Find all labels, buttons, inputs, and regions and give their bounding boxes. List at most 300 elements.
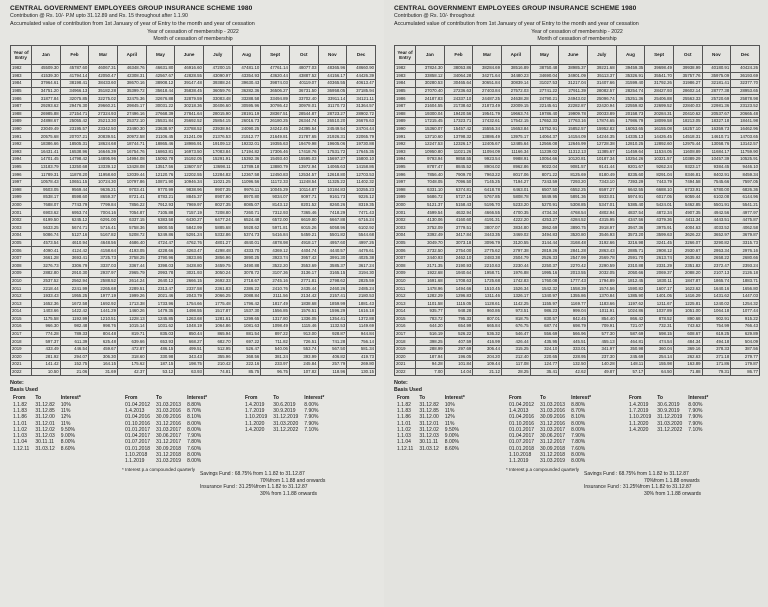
value-cell: 32377.70 (731, 80, 760, 88)
value-cell: 5374.73 (232, 232, 261, 240)
table-row (395, 194, 760, 202)
column-header-month: April (117, 46, 146, 65)
entry-year-cell: 1991 (11, 133, 32, 141)
entry-year-cell: 2002 (395, 216, 416, 224)
value-cell: 398.25 (416, 338, 445, 346)
rate-to: 31.12.03 (419, 433, 439, 440)
table-row (395, 315, 760, 323)
value-cell: 7194.27 (501, 178, 530, 186)
rate-interest: 8.00% (571, 452, 586, 459)
value-cell: 982.48 (60, 323, 89, 331)
value-cell: 7365.46 (289, 209, 318, 217)
value-cell: 42567.67 (146, 72, 175, 80)
value-cell: 474.54 (645, 338, 674, 346)
value-cell: 1656.80 (731, 285, 760, 293)
rate-from: 1.7.2019 (245, 407, 265, 414)
value-cell: 175.62 (117, 361, 146, 369)
entry-year-cell: 2004 (395, 232, 416, 240)
value-cell: 553.74 (289, 345, 318, 353)
entry-year-cell: 2015 (395, 315, 416, 323)
right-sheet (384, 0, 768, 607)
value-cell: 39221.68 (587, 65, 616, 73)
value-cell: 306.30 (89, 353, 118, 361)
value-cell: 17432.61 (473, 118, 502, 126)
month-of-cessation: Month of cessation of membership (153, 36, 233, 42)
value-cell: 28777.38 (702, 87, 731, 95)
entry-year-cell: 2008 (395, 262, 416, 270)
value-cell: 8346.81 (673, 171, 702, 179)
value-cell: 245.69 (616, 353, 645, 361)
rate-to: 31.12.2017 (156, 439, 182, 446)
value-cell: 711.82 (261, 338, 290, 346)
rate-to: 31.03.2019 (156, 458, 182, 465)
value-cell: 1024.86 (616, 308, 645, 316)
value-cell: 4686.40 (117, 239, 146, 247)
value-cell: 1526.34 (501, 285, 530, 293)
value-cell: 878.52 (645, 315, 674, 323)
value-cell: 1859.99 (318, 300, 347, 308)
rate-to: 31.12.82 (35, 401, 55, 408)
table-row (11, 194, 376, 202)
value-cell: 15360.07 (416, 125, 445, 133)
value-cell: 13250.68 (60, 163, 89, 171)
rate-to: 30.6.2019 (273, 401, 296, 408)
value-cell: 48660.90 (347, 65, 376, 73)
value-cell: 288.99 (416, 345, 445, 353)
value-cell: 608.67 (673, 330, 702, 338)
rate-to: 31.12.2019 (273, 414, 299, 421)
rate-row (506, 414, 594, 420)
value-cell: 28191.19 (232, 110, 261, 118)
value-cell: 31792.26 (645, 80, 674, 88)
rate-from: 01.04.2016 (509, 414, 535, 421)
value-cell: 8085.07 (232, 201, 261, 209)
table-row (395, 163, 760, 171)
entry-year-cell: 1997 (395, 178, 416, 186)
value-cell: 416.99 (473, 338, 502, 346)
value-cell: 445.51 (559, 338, 588, 346)
value-cell: 4907.35 (673, 209, 702, 217)
value-cell: 512.95 (203, 345, 232, 353)
entry-year-cell: 1994 (395, 156, 416, 164)
value-cell: 31877.84 (32, 95, 61, 103)
value-cell: 11096.56 (232, 178, 261, 186)
value-cell: 16257.10 (673, 125, 702, 133)
value-cell: 38433.60 (89, 80, 118, 88)
value-cell: 3947.36 (616, 224, 645, 232)
value-cell: 6291.00 (89, 216, 118, 224)
value-cell: 2241.99 (60, 285, 89, 293)
value-cell: 28367.51 (261, 110, 290, 118)
entry-year-cell: 2002 (11, 216, 32, 224)
rate-from: 1.1.83 (397, 407, 411, 414)
value-cell: 4666.55 (473, 209, 502, 217)
value-cell: 4872.34 (645, 209, 674, 217)
value-cell: 21873.49 (473, 102, 502, 110)
value-cell: 7004.16 (89, 209, 118, 217)
rate-interest: 12% (444, 414, 455, 421)
rate-from: 1.1.03 (13, 433, 27, 440)
rate-interest: 7.10% (304, 426, 319, 433)
value-cell: 10255.23 (347, 186, 376, 194)
rate-interest: 7.60% (187, 445, 202, 452)
value-cell: 1282.29 (416, 292, 445, 300)
value-cell: 1192.99 (60, 315, 89, 323)
value-cell: 3073.18 (444, 239, 473, 247)
value-cell: 1976.88 (501, 270, 530, 278)
value-cell: 3693.41 (60, 254, 89, 262)
table-row (11, 368, 376, 376)
value-cell: 8291.04 (645, 171, 674, 179)
value-cell: 220.65 (530, 353, 559, 361)
rate-to: 31.03.2013 (156, 401, 182, 408)
value-cell: 35541.70 (645, 72, 674, 80)
value-cell: 43354.93 (232, 72, 261, 80)
value-cell: 13339.12 (89, 163, 118, 171)
value-cell: 1537.30 (232, 308, 261, 316)
value-cell: 12975.44 (673, 140, 702, 148)
value-cell: 935.77 (416, 308, 445, 316)
value-cell: 6903.62 (32, 209, 61, 217)
value-cell: 804.48 (89, 330, 118, 338)
value-cell: 15457.42 (444, 125, 473, 133)
value-cell: 1081.63 (232, 323, 261, 331)
value-cell: 2569.78 (587, 254, 616, 262)
value-cell: 2337.58 (175, 285, 204, 293)
table-row (11, 80, 376, 88)
rate-to: 31.03.2019 (540, 458, 566, 465)
value-cell: 20575.68 (32, 133, 61, 141)
value-cell: 3890.25 (232, 254, 261, 262)
value-cell: 23938.94 (203, 125, 232, 133)
entry-year-cell: 1997 (11, 178, 32, 186)
basis-label: Basis Used (394, 387, 422, 394)
table-row (395, 110, 760, 118)
value-cell: 4724.47 (146, 239, 175, 247)
value-cell: 38985.37 (559, 65, 588, 73)
value-cell: 4918.17 (289, 239, 318, 247)
rate-interest: 8.80% (187, 401, 202, 408)
value-cell: 4440.57 (318, 247, 347, 255)
value-cell: 14994.08 (117, 156, 146, 164)
value-cell: 566.96 (559, 330, 588, 338)
table-row (395, 171, 760, 179)
value-cell: 117.08 (501, 361, 530, 369)
value-cell: 196.05 (444, 353, 473, 361)
value-cell: 20707.21 (60, 133, 89, 141)
value-cell: 783.72 (416, 315, 445, 323)
value-cell: 10871.90 (146, 178, 175, 186)
value-cell: 435.95 (530, 338, 559, 346)
rate-to: 30.06.2017 (540, 433, 566, 440)
entry-year-cell: 1999 (11, 194, 32, 202)
value-cell: 2126.18 (731, 270, 760, 278)
rate-row (626, 421, 711, 427)
value-cell: 17763.16 (559, 118, 588, 126)
value-cell: 9384.45 (702, 163, 731, 171)
value-cell: 13880.79 (261, 163, 290, 171)
value-cell: 2331.29 (645, 262, 674, 270)
rate-from: 1.1.01 (397, 420, 411, 427)
rate-interest: 9.50% (444, 426, 459, 433)
value-cell: 31599.40 (616, 80, 645, 88)
rate-interest: 7.90% (688, 420, 703, 427)
value-cell: 504.09 (731, 338, 760, 346)
right-value-table (394, 45, 760, 376)
value-cell: 2372.47 (702, 262, 731, 270)
value-cell: 10651.15 (60, 178, 89, 186)
value-cell: 26180.25 (261, 118, 290, 126)
value-cell: 1713.38 (117, 300, 146, 308)
value-cell: 9161.73 (318, 194, 347, 202)
value-cell: 830.57 (530, 315, 559, 323)
value-cell: 3241.45 (645, 239, 674, 247)
value-cell: 1725.68 (473, 277, 502, 285)
rate-from: 1.4.2013 (509, 407, 529, 414)
value-cell: 2526.33 (530, 254, 559, 262)
value-cell: 34966.13 (60, 87, 89, 95)
value-cell: 5842.99 (175, 224, 204, 232)
value-cell: 14798.42 (60, 156, 89, 164)
value-cell: 2547.99 (559, 254, 588, 262)
value-cell: 13183.79 (32, 163, 61, 171)
value-cell: 2180.53 (347, 292, 376, 300)
column-header-month: Nov (702, 46, 731, 65)
value-cell: 39388.24 (203, 80, 232, 88)
value-cell: 8970.80 (232, 194, 261, 202)
sheet-title: CENTRAL GOVERNMENT EMPLOYEES GROUP INSURANCE SCHEME 1980 (394, 5, 637, 12)
value-cell: 31364.57 (347, 102, 376, 110)
value-cell: 14610.71 (702, 133, 731, 141)
table-row (395, 148, 760, 156)
value-cell: 164.15 (89, 361, 118, 369)
note-label: Note: (394, 380, 408, 387)
value-cell: 1115.46 (289, 323, 318, 331)
entry-year-cell: 1998 (395, 186, 416, 194)
value-cell: 3136.17 (289, 270, 318, 278)
value-cell: 16053.65 (616, 125, 645, 133)
value-cell: 3790.96 (146, 254, 175, 262)
rate-from: 1.1.03 (397, 433, 411, 440)
value-cell: 8125.69 (559, 171, 588, 179)
value-cell: 1596.29 (318, 308, 347, 316)
value-cell: 13710.60 (416, 133, 445, 141)
value-cell: 36506.27 (261, 87, 290, 95)
rate-head-interest: Interest* (688, 395, 709, 402)
rate-from: 1.1.86 (13, 414, 27, 421)
value-cell: 14158.86 (347, 163, 376, 171)
value-cell: 973.51 (501, 308, 530, 316)
entry-year-cell: 1982 (11, 65, 32, 73)
value-cell: 611.39 (60, 338, 89, 346)
entry-year-cell: 2020 (395, 353, 416, 361)
table-row (11, 178, 376, 186)
value-cell: 1355.86 (559, 292, 588, 300)
savings-line-2: 70%from 1.1.88 and onwards (260, 477, 326, 484)
value-cell: 1098.49 (261, 323, 290, 331)
value-cell: 419.73 (347, 353, 376, 361)
value-cell: 23123.52 (731, 102, 760, 110)
value-cell: 5716.41 (89, 224, 118, 232)
value-cell: 928.87 (318, 330, 347, 338)
value-cell: 21649.81 (261, 133, 290, 141)
value-cell: 2043.79 (175, 292, 204, 300)
value-cell: 18327.18 (702, 118, 731, 126)
value-cell: 12810.25 (616, 140, 645, 148)
entry-year-cell: 2007 (11, 254, 32, 262)
value-cell: 1263.68 (175, 315, 204, 323)
value-cell: 10525.91 (731, 156, 760, 164)
rate-interest: 10% (444, 401, 455, 408)
value-cell: 171.86 (702, 361, 731, 369)
value-cell: 33494.89 (261, 95, 290, 103)
rate-to: 31.12.00 (419, 414, 439, 421)
entry-year-cell: 1989 (395, 118, 416, 126)
value-cell: 12039.44 (117, 171, 146, 179)
value-cell: 18986.91 (175, 140, 204, 148)
value-cell: 13972.94 (289, 163, 318, 171)
value-cell: 6552.25 (559, 186, 588, 194)
value-cell: 7096.50 (444, 178, 473, 186)
value-cell: 28.25 (501, 368, 530, 376)
value-cell: 21.06 (60, 368, 89, 376)
value-cell: 2410.76 (261, 285, 290, 293)
value-cell: 13607.57 (175, 163, 204, 171)
value-cell: 2021.46 (146, 292, 175, 300)
rate-to: 31.12.2019 (657, 414, 683, 421)
value-cell: 1460.26 (117, 308, 146, 316)
value-cell: 2289.51 (117, 285, 146, 293)
value-cell: 2771.81 (289, 277, 318, 285)
value-cell: 709.91 (587, 323, 616, 331)
value-cell: 4840.01 (232, 239, 261, 247)
entry-year-cell: 1984 (395, 80, 416, 88)
value-cell: 1245.85 (146, 315, 175, 323)
entry-year-cell: 1988 (11, 110, 32, 118)
value-cell: 3276.73 (32, 262, 61, 270)
column-header-month: Aug (616, 46, 645, 65)
value-cell: 187.15 (146, 361, 175, 369)
value-cell: 198.75 (175, 361, 204, 369)
entry-year-cell: 2016 (395, 323, 416, 331)
value-cell: 20665.48 (731, 110, 760, 118)
value-cell: 6524.48 (232, 216, 261, 224)
value-cell: 1441.29 (89, 308, 118, 316)
value-cell: 13428.08 (117, 163, 146, 171)
rate-row (506, 421, 594, 427)
value-cell: 16754.76 (117, 148, 146, 156)
savings-line-2: 70%from 1.1.88 onwards (644, 477, 700, 484)
value-cell: 30786.42 (261, 102, 290, 110)
value-cell: 109.44 (473, 361, 502, 369)
table-row (11, 125, 376, 133)
entry-year-cell: 2016 (11, 323, 32, 331)
value-cell: 1574.56 (587, 285, 616, 293)
rate-from: 01.10.2016 (509, 420, 535, 427)
value-cell: 1064.86 (203, 323, 232, 331)
value-cell: 9988.91 (501, 156, 530, 164)
value-cell: 28902.72 (347, 110, 376, 118)
left-table-body (11, 65, 376, 376)
value-cell: 426.44 (501, 338, 530, 346)
value-cell: 39459.35 (616, 65, 645, 73)
rate-from: 1.1.02 (397, 426, 411, 433)
value-cell: 3078.72 (232, 270, 261, 278)
value-cell: 526.22 (444, 330, 473, 338)
rate-to: 31.03.12 (419, 445, 439, 452)
value-cell: 26985.88 (32, 110, 61, 118)
value-cell: 369.16 (673, 345, 702, 353)
value-cell: 598.15 (645, 330, 674, 338)
value-cell: 36193.69 (731, 72, 760, 80)
rate-interest: 8.70% (571, 407, 586, 414)
value-cell: 516.19 (416, 330, 445, 338)
value-cell: 1498.55 (175, 308, 204, 316)
value-cell: 36958.05 (318, 87, 347, 95)
table-row (11, 292, 376, 300)
value-cell: 698.79 (559, 323, 588, 331)
value-cell: 2953.34 (702, 247, 731, 255)
value-cell: 1623.62 (673, 285, 702, 293)
value-cell: 22420.94 (587, 102, 616, 110)
value-cell: 36731.50 (289, 87, 318, 95)
value-cell: 1048.19 (175, 323, 204, 331)
value-cell: 7443.79 (645, 178, 674, 186)
value-cell: 1128.61 (473, 300, 502, 308)
value-cell: 4878.98 (261, 239, 290, 247)
value-cell: 1228.13 (117, 315, 146, 323)
value-cell: 148.11 (616, 361, 645, 369)
value-cell: 9503.05 (32, 186, 61, 194)
rate-head-from: From (13, 395, 26, 402)
value-cell: 2841.28 (559, 247, 588, 255)
value-cell: 43090.97 (203, 72, 232, 80)
value-cell: 17323.71 (444, 118, 473, 126)
value-cell: 15192.05 (175, 156, 204, 164)
entry-year-cell: 2014 (395, 308, 416, 316)
value-cell: 38284.69 (473, 65, 502, 73)
value-cell: 15595.03 (289, 156, 318, 164)
entry-year-cell: 2003 (395, 224, 416, 232)
value-cell: 13886.49 (473, 133, 502, 141)
value-cell: 6572.00 (261, 216, 290, 224)
value-cell: 14244.35 (587, 133, 616, 141)
value-cell: 4228.66 (146, 247, 175, 255)
value-cell: 9907.35 (203, 186, 232, 194)
entry-year-cell: 1985 (395, 87, 416, 95)
value-cell: 22145.61 (530, 102, 559, 110)
value-cell: 7597.05 (731, 178, 760, 186)
value-cell: 8787.47 (416, 163, 445, 171)
value-cell: 37964.61 (32, 80, 61, 88)
value-cell: 2937.97 (89, 270, 118, 278)
table-row (11, 315, 376, 323)
value-cell: 3392.49 (416, 232, 445, 240)
value-cell: 3679.87 (731, 232, 760, 240)
value-cell: 3398.03 (146, 262, 175, 270)
value-cell: 47761.14 (261, 65, 290, 73)
value-cell: 378.33 (702, 345, 731, 353)
rate-from: 1.4.2019 (245, 401, 265, 408)
value-cell: 986.23 (530, 308, 559, 316)
value-cell: 4700.35 (501, 209, 530, 217)
rate-to: 31.12.2018 (540, 452, 566, 459)
rate-row (506, 402, 594, 408)
value-cell: 30978.01 (289, 102, 318, 110)
value-cell: 30031.22 (146, 102, 175, 110)
rate-head-from: From (245, 395, 258, 402)
value-cell: 4298.48 (203, 247, 232, 255)
